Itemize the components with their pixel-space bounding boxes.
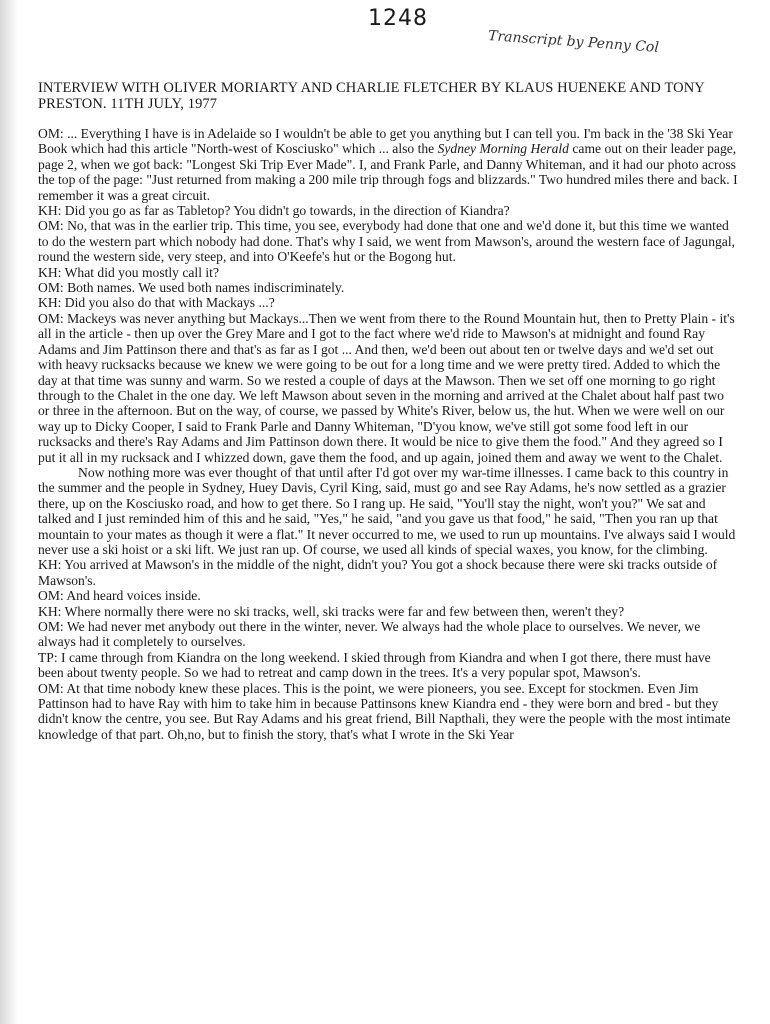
paragraph: OM: We had never met anybody out there in the winter, never. We always had the whole place to ourselves. We never, we always had it completely to ourselves. xyxy=(38,619,701,650)
paragraph: TP: I came through from Kiandra on the long weekend. I skied through from Kiandra and when I got there, there must have been about twenty people. So we had to retreat and camp down in the trees. It's a very popular spot, Mawson's. xyxy=(38,649,711,681)
paragraph: OM: No, that was in the earlier trip. This time, you see, everybody had done that one and we'd done it, but this time we wanted to do the western part which nobody had done. That's why I said, we went from Mawson's, around the western face of Jagungal, round the western side, very steep, and into O'Keefe's hut or the Bogong hut. xyxy=(38,218,735,265)
document-title: INTERVIEW WITH OLIVER MORIARTY AND CHARLIE FLETCHER BY KLAUS HUENEKE AND TONY PRESTON. 11TH JULY, 1977 xyxy=(38,80,705,112)
interview-transcript xyxy=(38,126,738,742)
paragraph: KH: Did you go as far as Tabletop? You didn't go towards, in the direction of Kiandra? xyxy=(38,203,510,219)
page-number: 1248 xyxy=(368,6,428,31)
paragraph: OM: And heard voices inside. xyxy=(38,588,201,604)
scan-edge-shadow xyxy=(0,0,18,1024)
paragraph: KH: What did you mostly call it? xyxy=(38,264,219,280)
paragraph-text: OM: ... Everything I have is in Adelaide so I wouldn't be able to get you anything but I can tell you. I'm back in the '38 Ski Year Book which had this article "North-west of Kosciusko" which ... also the xyxy=(38,126,733,157)
paragraph-text: came out on their leader page, page 2, when we got back: "Longest Ski Trip Ever Made". I, and Frank Parle, and Danny Whiteman, and it had our photo across the top of the page: "Just returned from making a 200 mile trip through fogs and blizzards." Two hundred miles there and back. I remember it was a great circuit. xyxy=(38,141,738,203)
newspaper-name: Sydney Morning Herald xyxy=(437,141,569,157)
paragraph: KH: Where normally there were no ski tracks, well, ski tracks were far and few between then, weren't they? xyxy=(38,603,625,619)
paragraph: KH: You arrived at Mawson's in the middle of the night, didn't you? You got a shock because there were ski tracks outside of Mawson's. xyxy=(38,557,718,588)
paragraph: OM: Mackeys was never anything but Mackays...Then we went from there to the Round Mountain hut, then to Pretty Plain - it's all in the article - then up over the Grey Mare and I got to the fact where we'd ride to Mawson's at midnight and found Ray Adams and Jim Pattinson there and that's as far as I got ... And then, we'd been out about ten or twelve days and we'd set out with heavy rucksacks because we knew we were going to be out for a long time and we were pretty tired. Added to which the day at that time was sunny and warm. So we rested a couple of days at the Mawson. Then we set off one morning to go right through to the Chalet in the one day. We left Mawson about seven in the morning and arrived at the Chalet about half past two or three in the afternoon. But on the way, of course, we passed by White's River, below us, the hut. When we were well on our way up to Dicky Cooper, I said to Frank Parle and Danny Whiteman, "D'you know, we've still got some food left in our rucksacks and there's Ray Adams and Jim Pattinson down there. It would be nice to give them the food." And they agreed so I put it all in my rucksack and I whizzed down, gave them the food, and up again, joined them and away we went to the Chalet. xyxy=(38,310,735,465)
paragraph: KH: Did you also do that with Mackays ...? xyxy=(38,295,275,311)
paragraph: OM: At that time nobody knew these places. This is the point, we were pioneers, you see. Except for stockmen. Even Jim Pattinson had to have Ray with him to take him in because Pattinsons knew Kiandra end - they were born and bred - but they didn't know the centre, you see. But Ray Adams and his great friend, Bill Napthali, they were the people with the most intimate knowledge of that part. Oh,no, but to finish the story, that's what I wrote in the Ski Year xyxy=(38,680,731,742)
paragraph xyxy=(38,126,738,203)
paragraph: Now nothing more was ever thought of that until after I'd got over my war-time illnesses. I came back to this country in the summer and the people in Sydney, Huey Davis, Cyril King, said, must go and see Ray Adams, he's now settled as a grazier there, up on the Kosciusko road, and how to get there. So I rang up. He said, "You'll stay the night, won't you?" We sat and talked and I just reminded him of this and he said, "Yes," he said, "and you gave us that food," he said, "Then you ran up that mountain to your mates as though it were a flat." It never occurred to me, we used to run up mountains. I've always said I would never use a ski hoist or a ski lift. We just ran up. Of course, we used all kinds of special waxes, you know, for the climbing. xyxy=(38,464,736,557)
handwritten-note: Transcript by Penny Col xyxy=(487,28,660,56)
paragraph: OM: Both names. We used both names indiscriminately. xyxy=(38,280,345,296)
